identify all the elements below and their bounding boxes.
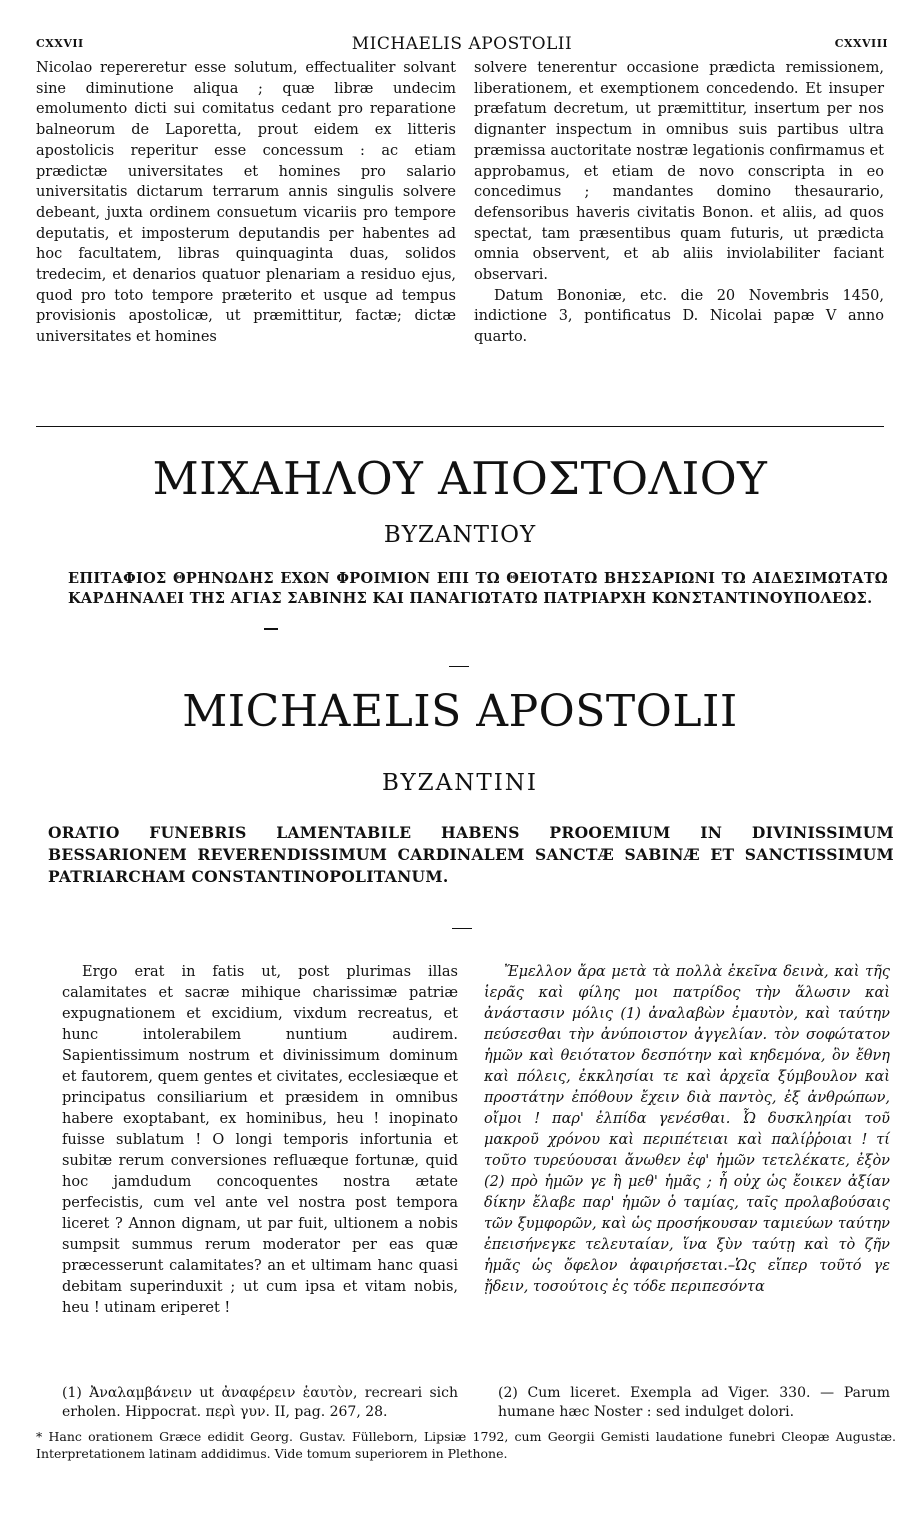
greek-description: ΕΠΙΤΑΦΙΟΣ ΘΡΗΝΩΔΗΣ ΕΧΩΝ ΦΡΟΙΜΙΟΝ ΕΠΙ ΤΩ ΘΕΙΟΤΑΤΩ ΒΗΣΣΑΡΙΩΝΙ ΤΩ ΑΙΔΕΣΙΜΩΤΑΤΩ ΚΑΡΔΗΝΑΛΕΙ ΤΗΣ ΑΓΙΑΣ ΣΑΒΙΝΗΣ ΚΑΙ ΠΑΝΑΓΙΩΤΑΤΩ ΠΑΤΡΙΑΡΧΗ ΚΩΝΣΤΑΝΤΙΝΟΥΠΟΛΕΩΣ. <box>68 570 888 607</box>
greek-subtitle: ΒΥΖΑΝΤΙΟΥ <box>383 522 537 548</box>
page-number-left: CXXVII <box>36 37 84 50</box>
top-left-paragraph: Nicolao repereretur esse solutum, effectualiter solvant sine diminutione aliqua ; quæ libræ undecim emolumento dicti sui comitatus cedant pro reparatione balneorum de Laporetta, prout eidem ex litteris apostolicis reperitur esse concessum : ac etiam prædictæ universitates et homines pro salario universitatis dictarum terrarum annis singulis solvere debeant, juxta ordinem consuetum vicariis pro tempore deputatis, et imposterum deputandis per habentes ad hoc facultatem, libras quinquaginta duas, solidos tredecim, et denarios quatuor plenariam a residuo ejus, quod pro toto tempore præterito et usque ad tempus provisionis apostolicæ, ut præmittitur, factæ; dictæ universitates et homines <box>36 60 456 346</box>
page-number-right: CXXVIII <box>834 37 888 50</box>
running-title: MICHAELIS APOSTOLII <box>351 34 573 54</box>
footnote-1: (1) Ἀναλαμβάνειν ut ἀναφέρειν ἑαυτὸν, recreari sich erholen. Hippocrat. περὶ γυν. II, pag. 267, 28. <box>62 1385 458 1420</box>
short-rule <box>449 666 469 667</box>
latin-title: MICHAELIS APOSTOLII <box>182 686 738 737</box>
editor-note: * Hanc orationem Græce edidit Georg. Gustav. Fülleborn, Lipsiæ 1792, cum Georgii Gemisti laudatione funebri Cleopæ Augustæ. Interpretationem latinam addidimus. Vide tomum superiorem in Plethone. <box>36 1429 896 1461</box>
greek-body: Ἔμελλον ἄρα μετὰ τὰ πολλὰ ἐκεῖνα δεινὰ, καὶ τῆς ἱερᾶς καὶ φίλης μοι πατρίδος τὴν ἅλωσιν καὶ ἀνάστασιν μόλις (1) ἀναλαβὼν ἐμαυτὸν, καὶ ταύτην πεύσεσθαι τὴν ἀνύποιστον ἀγγελίαν. τὸν σοφώτατον ἡμῶν καὶ θειότατον δεσπότην καὶ κηδεμόνα, ὃν ἔθνη καὶ πόλεις, ἐκκλησίαι τε καὶ ἀρχεῖα ξύμβουλον καὶ προστάτην ἐπόθουν ἔχειν διὰ παντὸς, ἐξ ἀνθρώπων, οἴμοι ! παρ' ἐλπίδα γενέσθαι. Ὦ δυσκληρίαι τοῦ μακροῦ χρόνου καὶ περιπέτειαι καὶ παλίῤῥοιαι ! τί τοῦτο τυρεύουσαι ἄνωθεν ἐφ' ἡμῶν τετελέκατε, ἐξὸν (2) πρὸ ἡμῶν γε ἢ μεθ' ἡμᾶς ; ἦ οὐχ ὡς ἔοικεν ἀξίαν δίκην ἔλαβε παρ' ἡμῶν ὁ ταμίας, ταῖς προλαβούσαις τῶν ξυμφορῶν, καὶ ὡς προσήκουσαν ταμιεύων ταύτην ἐπεισήνεγκε τελευταίαν, ἵνα ξὺν ταύτῃ καὶ τὸ ζῆν ἡμᾶς ὡς ὄφελον ἀφαιρήσεται.–Ὡς εἴπερ τοῦτό γε ᾔδειν, τοσούτοις ἐς τόδε περιπεσόντα <box>484 964 890 1295</box>
latin-text-column <box>62 962 458 1319</box>
top-right-paragraph: solvere tenerentur occasione prædicta remissionem, liberationem, et exemptionem concedendo. Et insuper præfatum decretum, ut præmittitur, insertum per nos dignanter inspectum in omnibus suis partibus ultra præmissa auctoritate nostræ legationis confirmamus et approbamus, et etiam de novo conscripta in eo concedimus ; mandantes domino thesaurario, defensoribus haveris civitatis Bonon. et aliis, ad quos spectat, tam præsentibus quam futuris, ut prædicta omnia observent, et ab aliis inviolabiliter faciant observari. <box>474 60 884 284</box>
dash-mark <box>264 628 278 630</box>
greek-text-column <box>484 962 890 1298</box>
footnote-2: (2) Cum liceret. Exempla ad Viger. 330. — Parum humane hæc Noster : sed indulget dolori. <box>498 1385 890 1420</box>
latin-subtitle: BYZANTINI <box>381 770 539 796</box>
running-header <box>36 34 888 56</box>
greek-title: ΜΙΧΑΗΛΟΥ ΑΠΟΣΤΟΛΙΟΥ <box>152 452 768 505</box>
section-divider <box>36 426 884 427</box>
short-rule <box>452 928 472 929</box>
latin-body: Ergo erat in fatis ut, post plurimas illas calamitates et sacræ mihique charissimæ patriæ expugnationem et excidium, vixdum recreatus, et hunc intolerabilem nuntium audirem. Sapientissimum nostrum et divinissimum dominum et fautorem, quem gentes et civitates, ecclesiæque et principatus consiliarium et præsidem in omnibus habere exoptabant, ex hominibus, heu ! inopinato fuisse sublatum ! O longi temporis infortunia et subitæ rerum conversiones refluæque fortunæ, quid hoc jamdudum concoquentes nostra ætate perfecistis, cum vel ante vel nostra post tempora liceret ? Annon dignam, ut par fuit, ultionem a nobis sumpsit summus rerum moderator per eas quæ præcesserunt calamitates? an et ultimam hanc quasi debitam superinduxit ; ut cum ipsa et vitam nobis, heu ! utinam eriperet ! <box>62 964 458 1316</box>
dating-clause: Datum Bononiæ, etc. die 20 Novembris 1450, indictione 3, pontificatus D. Nicolai papæ V anno quarto. <box>474 287 884 346</box>
latin-description: ORATIO FUNEBRIS LAMENTABILE HABENS PROOEMIUM IN DIVINISSIMUM BESSARIONEM REVERENDISSIMUM CARDINALEM SANCTÆ SABINÆ ET SANCTISSIMUM PATRIARCHAM CONSTANTINOPOLITANUM. <box>48 823 894 886</box>
top-right-column <box>474 58 884 348</box>
top-left-column <box>36 58 456 348</box>
